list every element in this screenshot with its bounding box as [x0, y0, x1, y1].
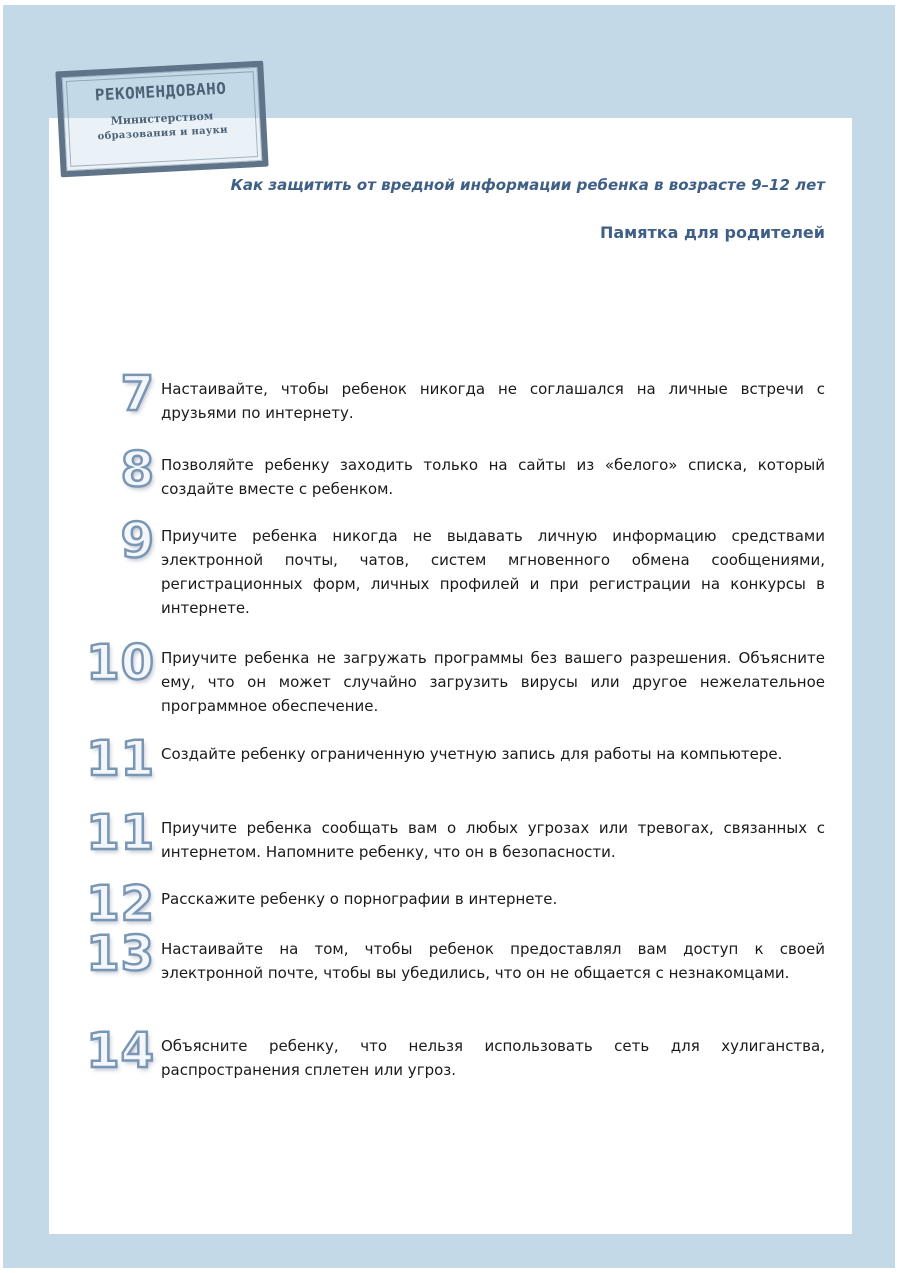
item-text: Настаивайте, чтобы ребенок никогда не соглашался на личные встречи с друзьями по интернету. [161, 380, 825, 422]
item-number: 8 [120, 442, 155, 498]
item-number: 13 [86, 926, 155, 982]
item-number: 9 [120, 513, 155, 569]
item-text: Позволяйте ребенку заходить только на сайты из «белого» списка, который создайте вместе с ребенком. [161, 456, 825, 498]
item-text: Приучите ребенка не загружать программы без вашего разрешения. Объясните ему, что он может случайно загрузить вирусы или другое нежелательное программное обеспечение. [161, 649, 825, 715]
item-text: Приучите ребенка никогда не выдавать личную информацию средствами электронной почты, чатов, систем мгновенного обмена сообщениями, регистрационных форм, личных профилей и при регистрации на конкурсы в интернете. [161, 527, 825, 617]
item-number: 7 [120, 366, 155, 422]
item-number: 10 [86, 635, 155, 691]
item-text: Объясните ребенку, что нельзя использовать сеть для хулиганства, распространения сплетен или угроз. [161, 1037, 825, 1079]
item-text: Создайте ребенку ограниченную учетную запись для работы на компьютере. [161, 745, 783, 763]
item-number: 11 [86, 805, 155, 861]
recommended-stamp [55, 61, 268, 178]
item-number: 11 [86, 731, 155, 787]
item-number: 12 [86, 876, 155, 932]
stamp-title: РЕКОМЕНДОВАНО [94, 78, 227, 105]
item-text: Расскажите ребенку о порнографии в интернете. [161, 890, 558, 908]
stamp-line-education: образования и науки [97, 124, 229, 143]
item-number: 14 [86, 1023, 155, 1079]
document-subtitle: Как защитить от вредной информации ребенка в возрасте 9–12 лет [230, 176, 825, 194]
document-heading: Памятка для родителей [599, 223, 825, 242]
item-text: Настаивайте на том, чтобы ребенок предоставлял вам доступ к своей электронной почте, чтобы вы убедились, что он не общается с незнакомцами. [161, 940, 825, 982]
stamp-line-ministry: Министерством [110, 109, 214, 128]
item-text: Приучите ребенка сообщать вам о любых угрозах или тревогах, связанных с интернетом. Напомните ребенку, что он в безопасности. [161, 819, 825, 861]
